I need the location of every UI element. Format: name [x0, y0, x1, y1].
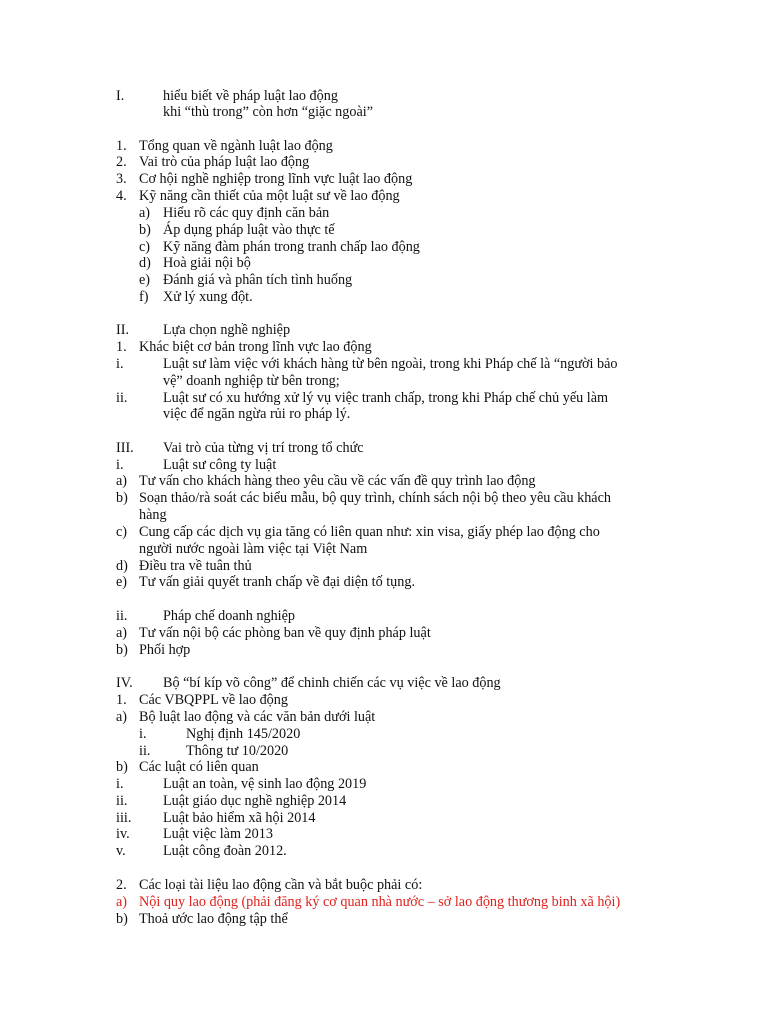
- point-marker: v.: [116, 843, 126, 859]
- point-item: Luật bảo hiểm xã hội 2014: [163, 810, 316, 826]
- sub-item-continuation: người nước ngoài làm việc tại Việt Nam: [139, 541, 368, 557]
- list-item: Khác biệt cơ bản trong lĩnh vực lao động: [139, 339, 372, 355]
- sub-item-marker: b): [116, 642, 128, 658]
- point-item: Luật an toàn, vệ sinh lao động 2019: [163, 776, 367, 792]
- list-item: Kỹ năng cần thiết của một luật sư về lao động: [139, 188, 400, 204]
- section-1-marker: I.: [116, 88, 125, 104]
- sub-item-marker: d): [139, 255, 151, 271]
- list-item: Tổng quan về ngành luật lao động: [139, 138, 333, 154]
- sub-item-marker: d): [116, 558, 128, 574]
- point-line-2: vệ” doanh nghiệp từ bên trong;: [163, 373, 340, 389]
- point-marker: i.: [139, 726, 147, 742]
- point-marker: i.: [116, 776, 124, 792]
- sub-item-marker: a): [116, 709, 128, 725]
- sub-item: Hiểu rõ các quy định căn bản: [163, 205, 330, 221]
- sub-item: Cung cấp các dịch vụ gia tăng có liên quan như: xin visa, giấy phép lao động cho: [139, 524, 600, 540]
- subsection-title: Pháp chế doanh nghiệp: [163, 608, 295, 624]
- sub-item: Soạn thảo/rà soát các biểu mẫu, bộ quy trình, chính sách nội bộ theo yêu cầu khách: [139, 490, 611, 506]
- sub-item: Các luật có liên quan: [139, 759, 259, 775]
- point-marker: i.: [116, 356, 124, 372]
- point-item: Luật giáo dục nghề nghiệp 2014: [163, 793, 347, 809]
- sub-item-marker: b): [116, 911, 128, 927]
- sub-item: Hoà giải nội bộ: [163, 255, 251, 271]
- list-item-marker: 3.: [116, 171, 127, 187]
- highlighted-item-marker: a): [116, 894, 128, 910]
- list-item-marker: 2.: [116, 154, 127, 170]
- section-4-marker: IV.: [116, 675, 133, 691]
- point-marker: iii.: [116, 810, 132, 826]
- sub-item-marker: b): [116, 759, 128, 775]
- list-item: Vai trò của pháp luật lao động: [139, 154, 310, 170]
- point-item: Luật việc làm 2013: [163, 826, 273, 842]
- sub-item-continuation: hàng: [139, 507, 167, 523]
- section-2-title: Lựa chọn nghề nghiệp: [163, 322, 291, 338]
- section-3-marker: III.: [116, 440, 134, 456]
- list-item-marker: 4.: [116, 188, 127, 204]
- sub-item: Bộ luật lao động và các văn bản dưới luật: [139, 709, 376, 725]
- list-item: Các loại tài liệu lao động cần và bắt buộc phải có:: [139, 877, 423, 893]
- subsection-marker: i.: [116, 457, 124, 473]
- section-1-title-line-2: khi “thù trong” còn hơn “giặc ngoài”: [163, 104, 373, 120]
- sub-item-marker: f): [139, 289, 149, 305]
- list-item-marker: 1.: [116, 138, 127, 154]
- section-3-title: Vai trò của từng vị trí trong tổ chức: [163, 440, 364, 456]
- point-line-1: Luật sư làm việc với khách hàng từ bên ngoài, trong khi Pháp chế là “người bảo: [163, 356, 618, 372]
- sub-item-marker: a): [116, 625, 128, 641]
- point-marker: ii.: [116, 793, 128, 809]
- sub-item: Phối hợp: [139, 642, 191, 658]
- sub-item-marker: e): [116, 574, 128, 590]
- highlighted-item: Nội quy lao động (phải đăng ký cơ quan nhà nước – sở lao động thương binh xã hội): [139, 894, 621, 910]
- section-1-title-line-1: hiểu biết về pháp luật lao động: [163, 88, 338, 104]
- sub-item-marker: b): [139, 222, 151, 238]
- subsection-marker: ii.: [116, 608, 128, 624]
- sub-item: Áp dụng pháp luật vào thực tế: [163, 222, 335, 238]
- point-line-1: Luật sư có xu hướng xử lý vụ việc tranh chấp, trong khi Pháp chế chủ yếu làm: [163, 390, 609, 406]
- point-item: Luật công đoàn 2012.: [163, 843, 287, 859]
- list-item-marker: 1.: [116, 339, 127, 355]
- list-item: Các VBQPPL về lao động: [139, 692, 288, 708]
- sub-item: Tư vấn giải quyết tranh chấp về đại diện tố tụng.: [139, 574, 415, 590]
- point-line-2: việc để ngăn ngừa rủi ro pháp lý.: [163, 406, 351, 422]
- sub-item: Đánh giá và phân tích tình huống: [163, 272, 353, 288]
- point-item: Nghị định 145/2020: [186, 726, 301, 742]
- section-2-marker: II.: [116, 322, 129, 338]
- sub-item-marker: c): [116, 524, 128, 540]
- section-4-title: Bộ “bí kíp võ công” để chinh chiến các vụ việc về lao động: [163, 675, 501, 691]
- point-marker: ii.: [116, 390, 128, 406]
- sub-item-marker: b): [116, 490, 128, 506]
- sub-item: Thoả ước lao động tập thể: [139, 911, 288, 927]
- list-item: Cơ hội nghề nghiệp trong lĩnh vực luật lao động: [139, 171, 413, 187]
- sub-item: Điều tra về tuân thủ: [139, 558, 252, 574]
- sub-item: Tư vấn nội bộ các phòng ban về quy định pháp luật: [139, 625, 431, 641]
- sub-item-marker: c): [139, 239, 151, 255]
- sub-item: Tư vấn cho khách hàng theo yêu cầu về các vấn đề quy trình lao động: [139, 473, 536, 489]
- point-marker: iv.: [116, 826, 130, 842]
- subsection-title: Luật sư công ty luật: [163, 457, 277, 473]
- sub-item: Kỹ năng đàm phán trong tranh chấp lao động: [163, 239, 420, 255]
- list-item-marker: 2.: [116, 877, 127, 893]
- sub-item-marker: a): [139, 205, 151, 221]
- sub-item-marker: e): [139, 272, 151, 288]
- sub-item-marker: a): [116, 473, 128, 489]
- sub-item: Xử lý xung đột.: [163, 289, 253, 305]
- point-item: Thông tư 10/2020: [186, 743, 289, 759]
- list-item-marker: 1.: [116, 692, 127, 708]
- point-marker: ii.: [139, 743, 151, 759]
